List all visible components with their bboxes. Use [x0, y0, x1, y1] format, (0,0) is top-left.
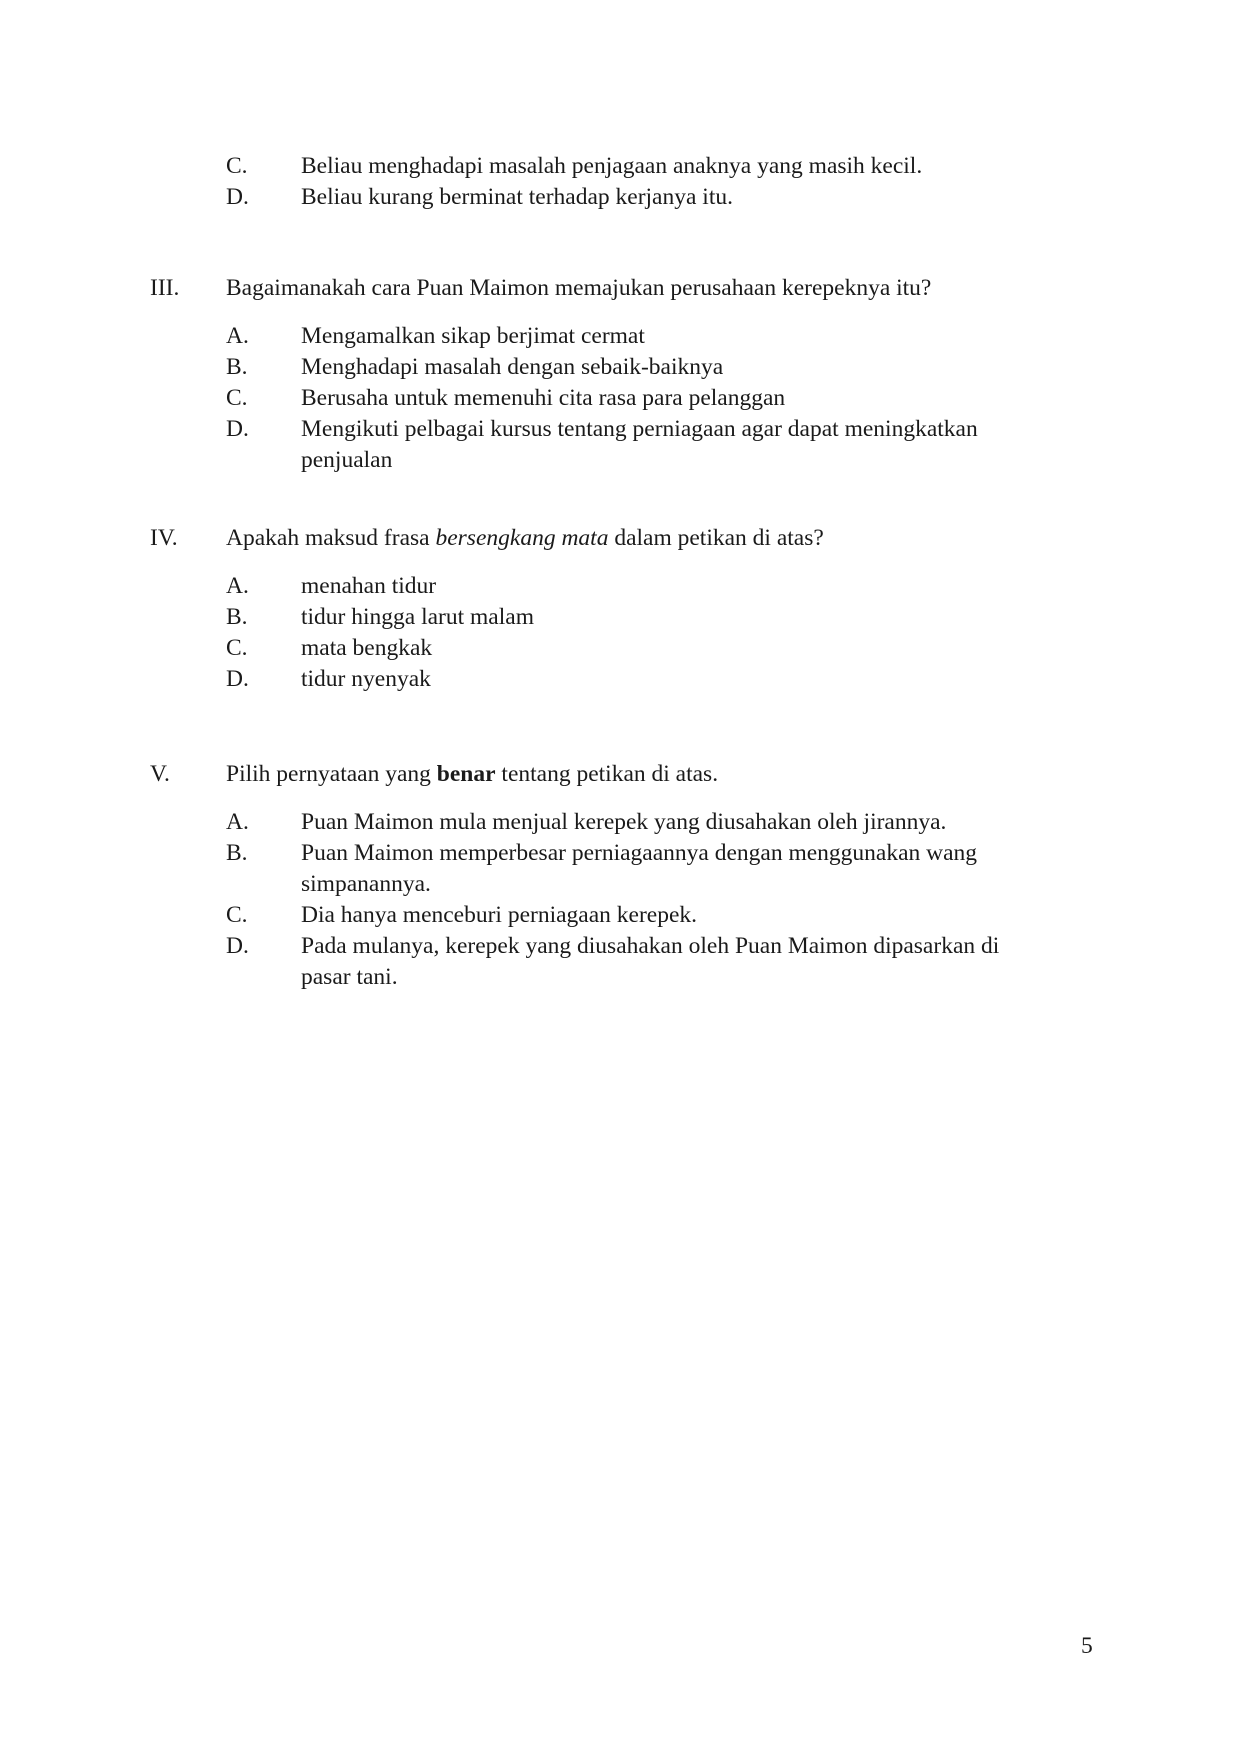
page-number: 5: [1081, 1633, 1093, 1659]
option-letter: C.: [226, 902, 248, 928]
option-text: Beliau menghadapi masalah penjagaan anaknya yang masih kecil.: [301, 153, 923, 179]
question-emphasis: bersengkang mata: [435, 525, 609, 551]
option-text: Menghadapi masalah dengan sebaik-baiknya: [301, 354, 724, 380]
option-text: Puan Maimon mula menjual kerepek yang diusahakan oleh jirannya.: [301, 809, 947, 835]
option-text: menahan tidur: [301, 573, 437, 599]
option-letter: A.: [226, 573, 249, 599]
question-text: [226, 522, 824, 554]
question-bold: benar: [436, 761, 496, 787]
option-text: Mengikuti pelbagai kursus tentang perniagaan agar dapat meningkatkan: [301, 416, 978, 442]
option-row: [0, 930, 1241, 962]
question-text-start: Pilih pernyataan yang: [226, 761, 437, 787]
option-row: [0, 663, 1241, 695]
option-letter: C.: [226, 635, 248, 661]
option-letter: D.: [226, 933, 249, 959]
option-row: [0, 382, 1241, 414]
option-text: tidur hingga larut malam: [301, 604, 534, 630]
option-text: Puan Maimon memperbesar perniagaannya dengan menggunakan wang: [301, 840, 978, 866]
option-text: mata bengkak: [301, 635, 433, 661]
option-row: [0, 837, 1241, 869]
option-text: Dia hanya menceburi perniagaan kerepek.: [301, 902, 698, 928]
option-row: [0, 899, 1241, 931]
question-iii: [0, 272, 1241, 304]
option-row: [0, 806, 1241, 838]
question-v: [0, 758, 1241, 790]
option-letter: A.: [226, 323, 249, 349]
option-letter: B.: [226, 354, 248, 380]
question-number: IV.: [150, 525, 178, 551]
option-row: [0, 413, 1241, 445]
option-row: [0, 601, 1241, 633]
question-number: III.: [150, 275, 180, 301]
option-continuation: [0, 444, 1241, 476]
option-letter: B.: [226, 840, 248, 866]
option-text: tidur nyenyak: [301, 666, 431, 692]
option-row: [0, 181, 1241, 213]
question-text: [226, 758, 718, 790]
question-text-end: tentang petikan di atas.: [495, 761, 719, 787]
option-text: pasar tani.: [301, 964, 398, 990]
option-row: [0, 632, 1241, 664]
option-row: [0, 320, 1241, 352]
option-continuation: [0, 961, 1241, 993]
option-letter: C.: [226, 153, 248, 179]
option-row: [0, 150, 1241, 182]
question-text-end: dalam petikan di atas?: [608, 525, 824, 551]
question-text: Bagaimanakah cara Puan Maimon memajukan perusahaan kerepeknya itu?: [226, 275, 932, 301]
question-number: V.: [150, 761, 170, 787]
option-text: penjualan: [301, 447, 393, 473]
question-iv: [0, 522, 1241, 554]
option-letter: D.: [226, 416, 249, 442]
option-letter: D.: [226, 666, 249, 692]
option-text: Beliau kurang berminat terhadap kerjanya itu.: [301, 184, 733, 210]
option-text: Pada mulanya, kerepek yang diusahakan oleh Puan Maimon dipasarkan di: [301, 933, 1000, 959]
option-text: simpanannya.: [301, 871, 431, 897]
option-continuation: [0, 868, 1241, 900]
option-text: Mengamalkan sikap berjimat cermat: [301, 323, 645, 349]
question-text-start: Apakah maksud frasa: [226, 525, 436, 551]
option-letter: C.: [226, 385, 248, 411]
option-row: [0, 351, 1241, 383]
option-text: Berusaha untuk memenuhi cita rasa para pelanggan: [301, 385, 786, 411]
option-row: [0, 570, 1241, 602]
option-letter: D.: [226, 184, 249, 210]
option-letter: A.: [226, 809, 249, 835]
option-letter: B.: [226, 604, 248, 630]
